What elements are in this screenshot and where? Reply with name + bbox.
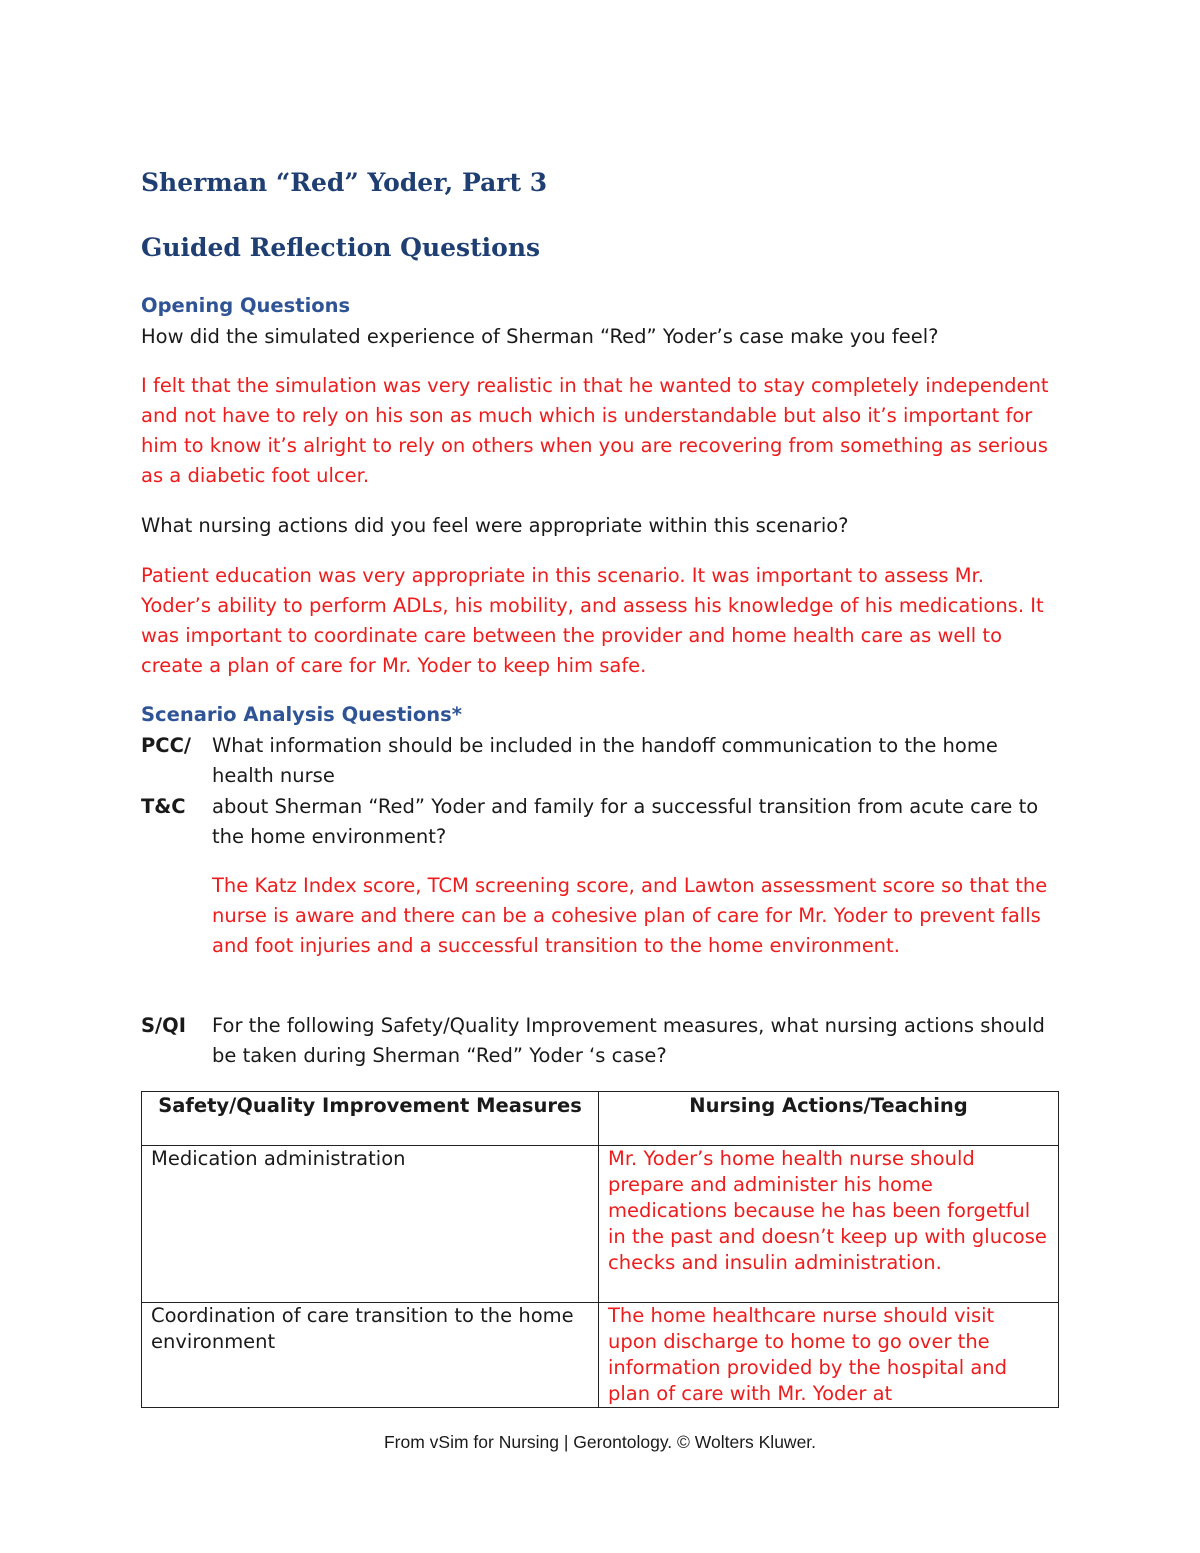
opening-question-2: What nursing actions did you feel were appropriate within this scenario? [141,514,849,537]
table-header-row [142,1092,1059,1146]
opening-question-1: How did the simulated experience of Sherman “Red” Yoder’s case make you feel? [141,325,939,348]
tc-label: T&C [141,795,186,818]
table-cell-action: The home healthcare nurse should visit upon discharge to home to go over the information provided by the hospital and plan of care with Mr. Yoder at [599,1303,1059,1408]
scenario-analysis-heading: Scenario Analysis Questions* [141,703,462,726]
table-cell-measure: Coordination of care transition to the home environment [142,1303,599,1408]
table-row [142,1146,1059,1303]
document-title: Sherman “Red” Yoder, Part 3 [141,168,548,197]
tc-answer: The Katz Index score, TCM screening score, and Lawton assessment score so that the nurse is aware and there can be a cohesive plan of care for Mr. Yoder to prevent falls and foot injuries and a successful transition to the home environment. [212,874,1048,957]
table-cell-action: Mr. Yoder’s home health nurse should prepare and administer his home medications because he has been forgetful in the past and doesn’t keep up with glucose checks and insulin administration. [599,1146,1059,1303]
opening-questions-heading: Opening Questions [141,294,351,317]
table-header-actions: Nursing Actions/Teaching [599,1092,1059,1146]
pcc-question-text: What information should be included in the handoff communication to the home health nurse [212,734,998,787]
sqi-label: S/QI [141,1014,186,1037]
document-subtitle: Guided Reflection Questions [141,233,541,262]
sqi-question-text: For the following Safety/Quality Improvement measures, what nursing actions should be taken during Sherman “Red” Yoder ‘s case? [212,1014,1045,1067]
page-footer: From vSim for Nursing | Gerontology. © Wolters Kluwer. [383,1432,817,1452]
safety-measures-table [141,1091,1059,1408]
opening-answer-2: Patient education was very appropriate in this scenario. It was important to assess Mr. Yoder’s ability to perform ADLs, his mobility, and assess his knowledge of his medications. It was important to coordinate care between the provider and home health care as well to create a plan of care for Mr. Yoder to keep him safe. [141,564,1044,677]
opening-answer-1: I felt that the simulation was very realistic in that he wanted to stay completely independent and not have to rely on his son as much which is understandable but also it’s important for him to know it’s alright to rely on others when you are recovering from something as serious as a diabetic foot ulcer. [141,374,1049,487]
table-row [142,1303,1059,1408]
table-cell-measure: Medication administration [142,1146,599,1303]
table-header-measures: Safety/Quality Improvement Measures [142,1092,599,1146]
tc-question-text: about Sherman “Red” Yoder and family for a successful transition from acute care to the home environment? [212,795,1039,848]
pcc-label: PCC/ [141,734,192,757]
